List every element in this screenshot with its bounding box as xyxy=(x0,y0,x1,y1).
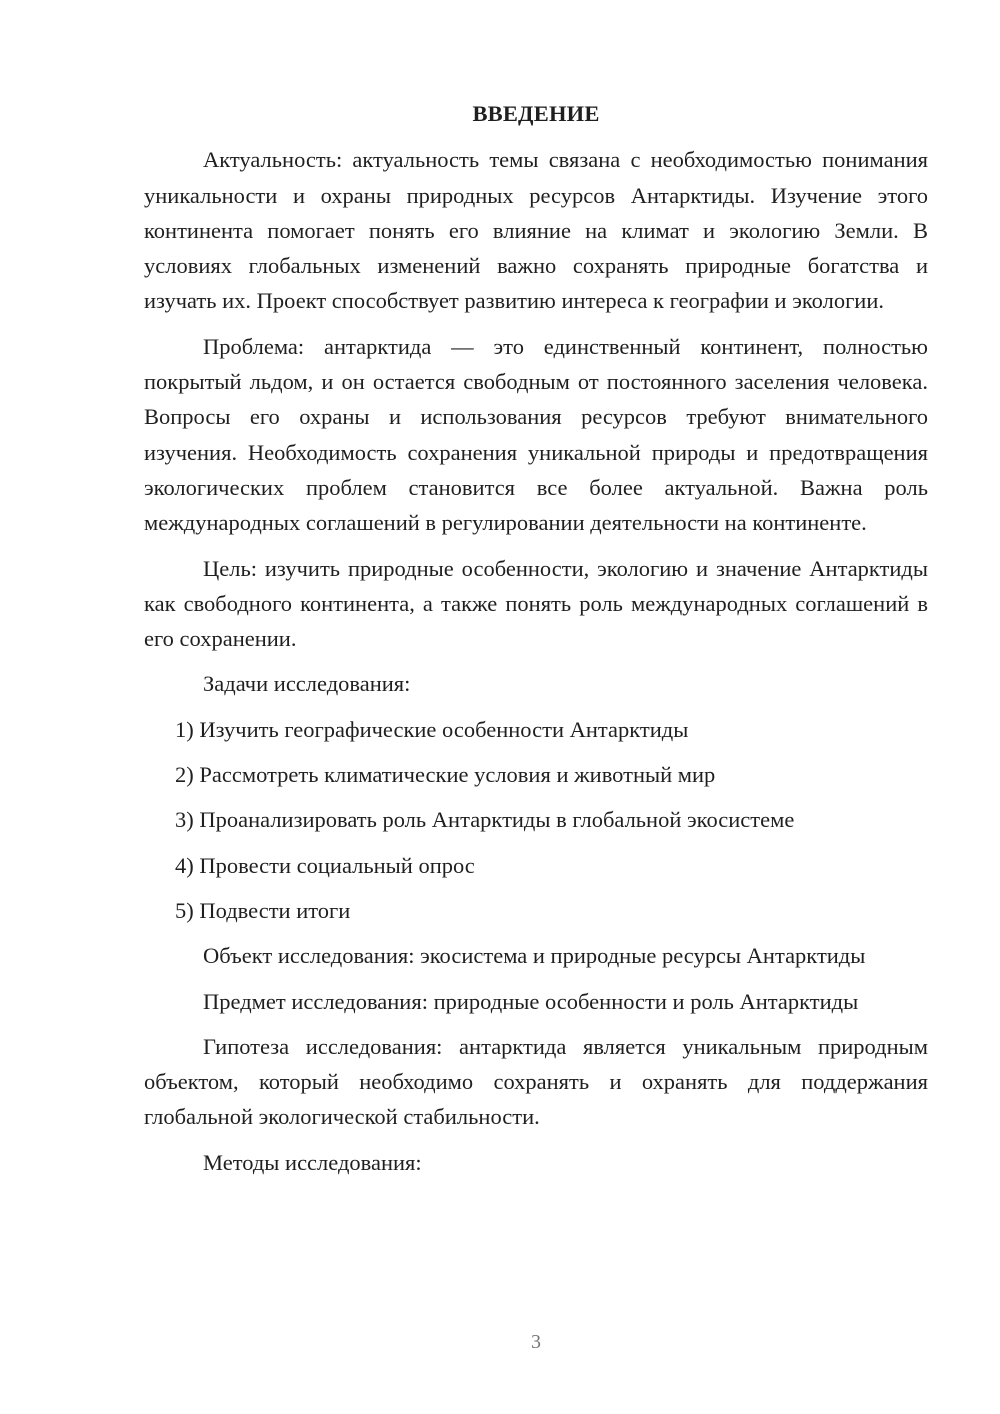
goal-paragraph: Цель: изучить природные особенности, экологию и значение Антарктиды как свободного континента, а также понять роль международных соглашений в его сохранении. xyxy=(144,555,928,652)
object-paragraph: Объект исследования: экосистема и природные ресурсы Антарктиды xyxy=(203,943,866,969)
task-item: 4) Провести социальный опрос xyxy=(175,852,475,878)
hypothesis-paragraph: Гипотеза исследования: антарктида является уникальным природным объектом, который необходимо сохранять и охранять для поддержания глобальной экологической стабильности. xyxy=(144,1033,928,1130)
page-number: 3 xyxy=(531,1331,541,1353)
task-item: 3) Проанализировать роль Антарктиды в глобальной экосистеме xyxy=(175,807,795,833)
tasks-heading: Задачи исследования: xyxy=(203,671,411,697)
methods-heading: Методы исследования: xyxy=(203,1149,422,1175)
task-item: 1) Изучить географические особенности Антарктиды xyxy=(175,716,689,742)
task-item: 5) Подвести итоги xyxy=(175,897,351,923)
page-title: ВВЕДЕНИЕ xyxy=(472,101,600,126)
task-item: 2) Рассмотреть климатические условия и животный мир xyxy=(175,762,716,788)
page-content xyxy=(144,96,928,1190)
relevance-paragraph: Актуальность: актуальность темы связана с необходимостью понимания уникальности и охраны природных ресурсов Антарктиды. Изучение этого континента помогает понять его влияние на климат и экологию Земли. В условиях глобальных изменений важно сохранять природные богатства и изучать их. Проект способствует развитию интереса к географии и экологии. xyxy=(144,147,928,314)
subject-paragraph: Предмет исследования: природные особенности и роль Антарктиды xyxy=(203,988,859,1014)
problem-paragraph: Проблема: антарктида — это единственный континент, полностью покрытый льдом, и он остается свободным от постоянного заселения человека. Вопросы его охраны и использования ресурсов требуют внимательного изучения. Необходимость сохранения уникальной природы и предотвращения экологических проблем становится все более актуальной. Важна роль международных соглашений в регулировании деятельности на континенте. xyxy=(144,333,928,536)
